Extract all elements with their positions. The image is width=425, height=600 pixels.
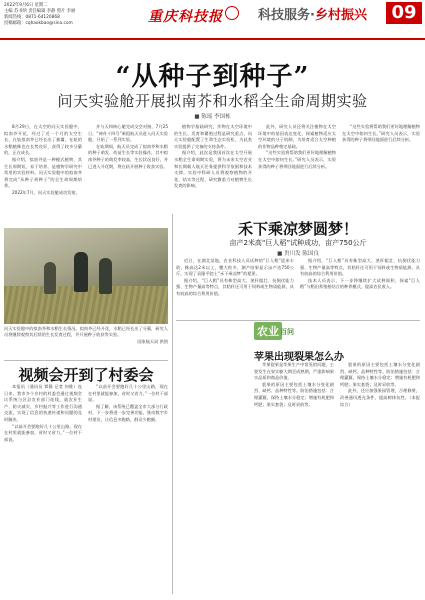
- village-article-title: 视频会开到了村委会: [18, 366, 154, 384]
- photo-credit: 国家航天局 供图: [137, 338, 168, 344]
- crop-article-col-1: [176, 258, 294, 320]
- main-article-col-2: [88, 124, 168, 224]
- header-meta: [4, 3, 75, 27]
- paragraph: 2022年7月，问天实验舱成功发射。: [12, 189, 80, 195]
- paragraph: 据介绍，此次是我国首次在太空开展水稻全生命周期实验，将为未来太空农业和长期载人航天任务提供科学依据和技术支撑。实验中科研人员将观察植物的开花、结实等过程，研究微重力对植物生长发育的影响。: [174, 150, 252, 189]
- grow-article-col-1: [254, 362, 334, 594]
- paragraph: 植物学基础研究，作物在太空环境中的生长、发育和繁殖过程是研究重点，问天实验舱配置了生命生态实验柜，为此类实验提供了完备的支持条件。: [174, 124, 252, 149]
- paragraph: 据了解，该系统已覆盖全市大部分行政村，下一步将进一步完善功能，推动数字乡村建设，让信息多跑路、群众少跑腿。: [88, 403, 168, 422]
- header-email: 投稿邮箱：cqhaokbao@sina.com: [4, 21, 73, 26]
- paragraph: 裂果的原因主要包括土壤水分变化剧烈、缺钙、品种特性等。防治措施包括：合理灌溉，保持土壤水分稳定；增施有机肥和钙肥；果实套袋；及时采收等。: [254, 381, 334, 407]
- grow-article-title: 苹果出现裂果怎么办: [254, 352, 344, 363]
- paragraph: “这些实验将帮助我们更好地理解植物在太空中如何生长。”研究人员表示，实验获得的种子将带回地面进行后续分析。: [342, 124, 420, 143]
- village-article-col-2: [88, 384, 168, 594]
- paragraph: 8月29日，在太空的问天实验舱中，拟南芥开花，经过了近一个月的太空生长，在轨拟南芥已经长出了抽薹，在轨的水稻植株也在长势良好，获得了较多分蘖的，正在成长。: [4, 124, 82, 156]
- page-header: [0, 0, 425, 40]
- crop-article-subtitle: 亩产2米高“巨人稻”试种成功，亩产750公斤: [229, 239, 367, 247]
- agri-logo-sub: 百问: [280, 328, 294, 336]
- header-date: 2022年9月6日 星期二: [4, 3, 48, 8]
- caption-text: 问天实验舱中的拟南芥和水稻生长情况。拟南芥已经开花，水稻已经长出了分蘖，研究人员将继续观察其后续的生长发育过程，并开展种子收获等实验。: [4, 326, 168, 338]
- paragraph: 苹果裂果是苹果生产中常见的问题，主要发生在果实膨大期至成熟期，严重影响果实品质和商品价值。: [254, 362, 334, 381]
- section-name: 科技服务: [258, 8, 311, 23]
- header-phone: 新闻热线：0871-64120868: [4, 15, 60, 20]
- main-article-col-3: [174, 124, 252, 212]
- paragraph: “这些实验将帮助我们更好地理解植物在太空中如何生长。”研究人员表示，实验获得的种子将带回地面进行后续分析。: [258, 150, 336, 169]
- paragraph: 据介绍，“巨人稻”具有株型高大、茎秆粗壮、抗倒伏能力强、生物产量高等特点，其秸秆还可用于饲料或生物质能源，具有较高的综合利用价值。: [300, 258, 420, 277]
- agri-logo-text: 农业: [254, 322, 282, 340]
- main-article-col-4: [258, 124, 336, 212]
- section-accent: 乡村振兴: [314, 8, 367, 23]
- crop-article-byline: ■ 贵川发 陈国良: [277, 251, 319, 257]
- photo-caption: [4, 326, 168, 345]
- paragraph: 近日，在湖北某地，农业科技人员试种的“巨人稻”迎来丰收，株高达2米以上，穗大粒多，测产结果显示亩产达750公斤，实现了袁隆平院士“禾下乘凉梦”的愿景。: [176, 258, 294, 277]
- newspaper-logo: 重庆科技报: [148, 9, 223, 25]
- paragraph: 据介绍，“巨人稻”具有株型高大、茎秆粗壮、抗倒伏能力强、生物产量高等特点，其秸秆还可用于饲料或生物质能源，具有较高的综合利用价值。: [176, 277, 294, 296]
- main-byline: ■ 陈瑶 李国栋: [194, 114, 231, 120]
- header-editors: 主编 苏书纳 责任编辑 李静 照片 李丽: [4, 9, 76, 14]
- village-article-col-1: [4, 384, 82, 594]
- section-divider: [4, 360, 168, 361]
- paragraph: “以前开会要跑好几十公里山路，现在在村里就能参加，省时又省力。”一位村干部说。: [4, 423, 82, 442]
- paragraph: 本报讯（通讯员 覃静 记者 何维）连日来，我市多个乡村的村委会通过视频会议系统与区县农业部门连线，就农业生产、防灾减灾、乡村振兴等工作进行沟通交流，实现了信息的快速传递和问题的及时解决。: [4, 384, 82, 422]
- agri-qa-logo: [254, 322, 294, 344]
- logo-seal-icon: [225, 6, 239, 20]
- paragraph: “以前开会要跑好几十公里山路，现在在村里就能参加，省时又省力。”一位村干部说。: [88, 384, 168, 403]
- main-subheadline: 问天实验舱开展拟南芥和水稻全生命周期实验: [57, 92, 368, 110]
- paragraph: 技术人员表示，下一步将继续扩大试种面积，探索“巨人稻”与稻田养殖相结合的种养模式，提高农民收入。: [300, 277, 420, 290]
- crop-article-col-2: [300, 258, 420, 320]
- paragraph: 据介绍，拟南芥是一种模式植物，其生长周期短、易于培养，是植物学研究中常用的实验材料。问天实验舱中的拟南芥将完成“从种子到种子”的全生命周期培养。: [4, 156, 82, 189]
- section-divider: [176, 320, 420, 321]
- grow-article-col-2: [340, 362, 420, 594]
- page-number: 09: [386, 2, 422, 24]
- paragraph: 并与天和核心舱完成交会对接，7月25日，“神舟十四号”乘组航天员进入问天实验舱，开始了一系列实验。: [88, 124, 168, 143]
- main-headline: “从种子到种子”: [115, 62, 310, 92]
- paragraph: 在轨期间，航天员完成了拟南芥和水稻的种子萌发、幼苗生长等实验操作，其中拟南芥种子的萌发率较高，生长状况良好，并已进入开花期，将在轨开展种子收获实验。: [88, 143, 168, 169]
- paragraph: 裂果的原因主要包括土壤水分变化剧烈、缺钙、品种特性等。防治措施包括：合理灌溉，保持土壤水分稳定；增施有机肥和钙肥；果实套袋；及时采收等。: [340, 362, 420, 387]
- main-article-col-5: [342, 124, 420, 212]
- main-article-col-1: [4, 124, 82, 224]
- paragraph: 此外，还应加强果园管理，合理修剪，改善通风透光条件，提高树体抗性。（本报综合）: [340, 388, 420, 407]
- paragraph: 此外，研究人员还将关注植物在太空环境中的基因表达变化，探索植物适应太空环境的分子机制，为培育适合太空种植的作物品种奠定基础。: [258, 124, 336, 149]
- column-divider: [172, 214, 173, 594]
- section-title: 科技服务·乡村振兴: [258, 8, 367, 23]
- crop-article-title: 禾下乘凉梦圆梦！: [237, 220, 358, 238]
- main-article-photo: [4, 228, 168, 324]
